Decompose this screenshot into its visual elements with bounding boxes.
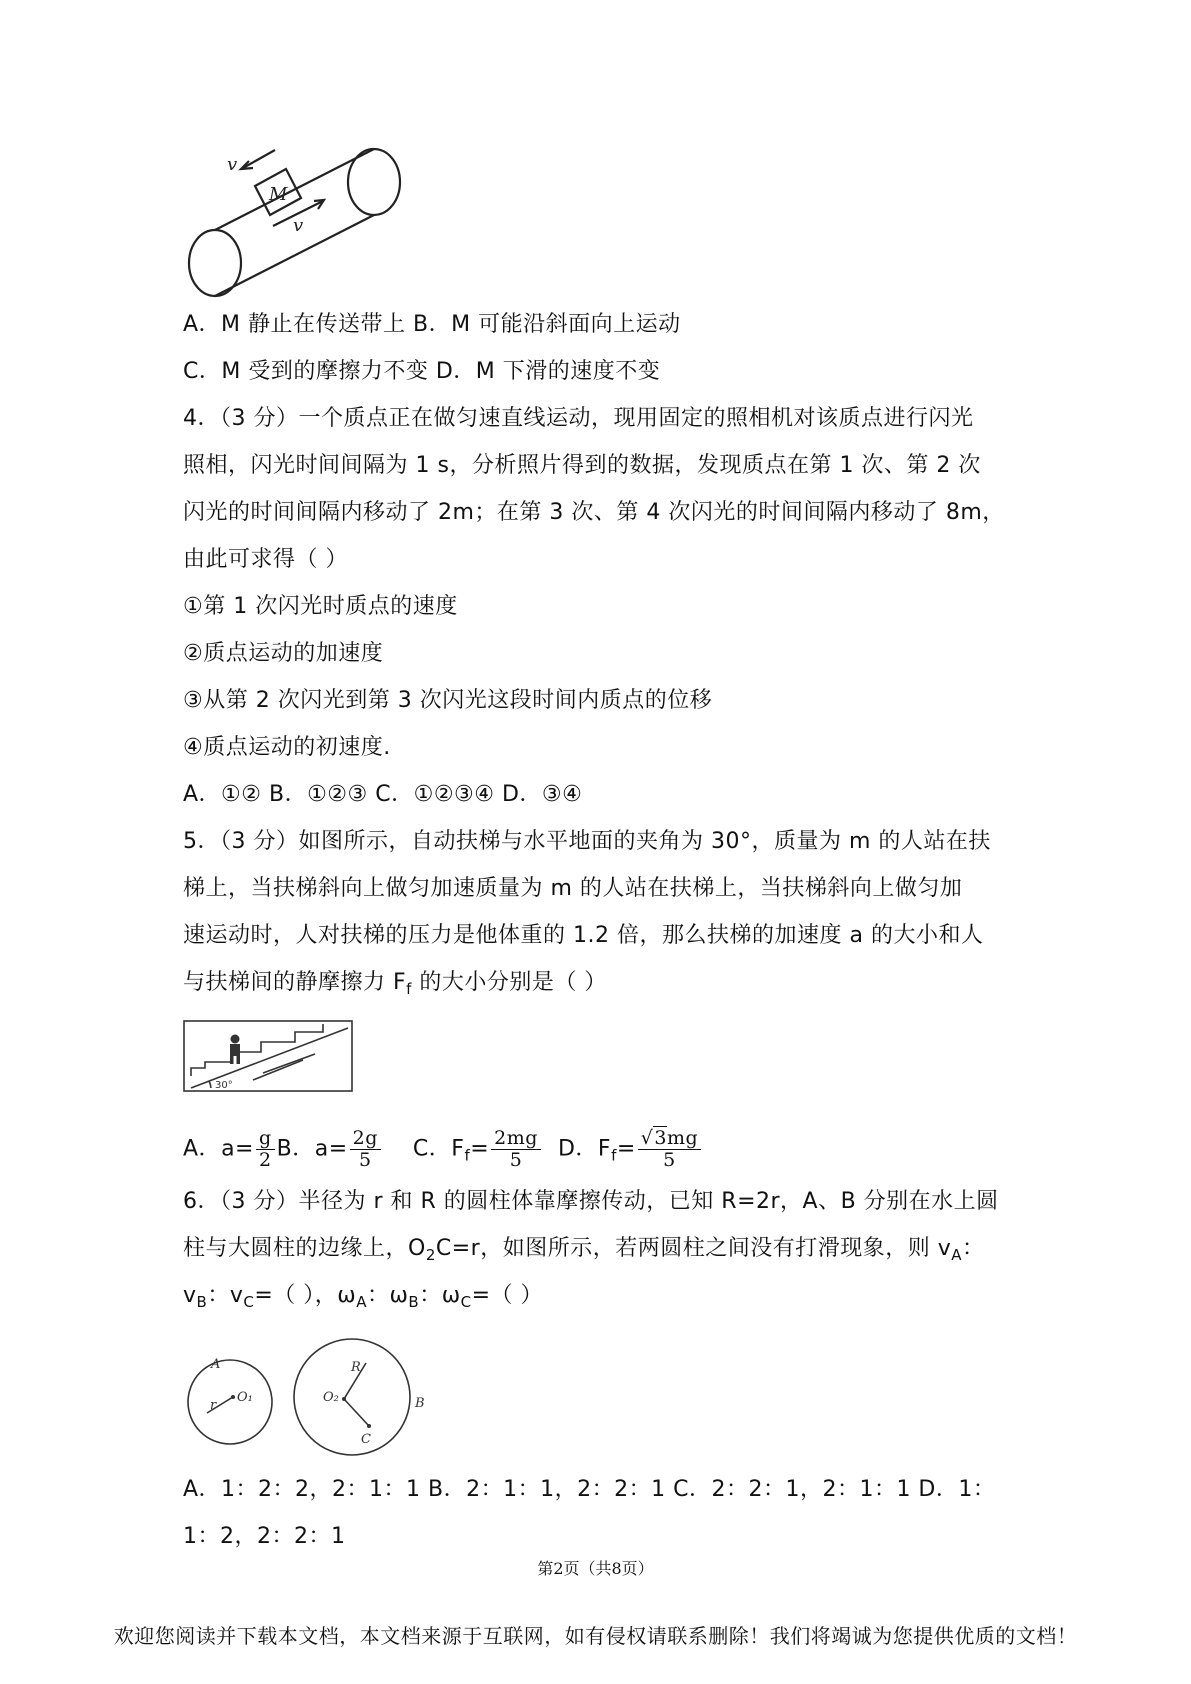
- velocity-label-belt: v: [293, 215, 304, 236]
- q4-stem-line-3: 闪光的时间间隔内移动了 2m；在第 3 次、第 4 次闪光的时间间隔内移动了 8m，: [183, 500, 1005, 525]
- fraction-denominator: 2: [259, 1149, 272, 1171]
- numerator-rest: mg: [666, 1127, 699, 1149]
- q4-item-1: ①第 1 次闪光时质点的速度: [183, 594, 458, 619]
- q4-item-4: ④质点运动的初速度.: [183, 735, 391, 760]
- q4-options: A．①② B．①②③ C．①②③④ D．③④: [183, 782, 583, 807]
- q5-options: [183, 1128, 703, 1171]
- q5-stem-line-4: [183, 968, 607, 1004]
- fraction-2mg-over-5: [491, 1128, 541, 1171]
- fraction-denominator: 5: [359, 1149, 372, 1171]
- q6-line2-sub2: A: [951, 1246, 962, 1264]
- friction-subscript: f: [406, 980, 412, 998]
- q6-sub-wc: C: [460, 1293, 472, 1311]
- center-o2-label: O₂: [323, 1390, 339, 1405]
- q6-colon-2: ：ω: [366, 1283, 409, 1308]
- option-a-label: A．: [183, 1136, 222, 1162]
- fraction-2g-over-5: [350, 1128, 381, 1171]
- q4-stem-line-1: 4．（3 分）一个质点正在做匀速直线运动，现用固定的照相机对该质点进行闪光: [183, 406, 974, 431]
- q5-stem-line-1: 5．（3 分）如图所示，自动扶梯与水平地面的夹角为 30°，质量为 m 的人站在扶: [183, 829, 991, 854]
- q6-line2-sub1: 2: [425, 1246, 436, 1264]
- q5-stem-line-4-post: 的大小分别是（ ）: [411, 970, 607, 995]
- option-d-eq: =: [616, 1136, 636, 1162]
- q6-sub-wa: A: [356, 1293, 367, 1311]
- q6-stem-line-2: [183, 1234, 985, 1270]
- q6-end: =（ ）: [471, 1283, 544, 1308]
- escalator-figure: [183, 1018, 355, 1094]
- page-number: 第2页（共8页）: [537, 1559, 654, 1578]
- q4-stem-line-4: 由此可求得（ ）: [183, 547, 348, 572]
- radicand: 3: [654, 1127, 667, 1149]
- fraction-numerator: g: [256, 1128, 275, 1150]
- point-a-label: A: [211, 1357, 221, 1372]
- center-o1-label: O₁: [237, 1390, 253, 1405]
- q4-item-2: ②质点运动的加速度: [183, 641, 384, 666]
- point-c-label: C: [361, 1432, 371, 1447]
- fraction-sqrt3mg-over-5: [638, 1128, 701, 1171]
- q6-colon-3: ：ω: [419, 1283, 461, 1308]
- q6-sub-b: B: [196, 1293, 208, 1311]
- q6-sub-c: C: [243, 1293, 255, 1311]
- q6-sub-wb: B: [408, 1293, 420, 1311]
- mass-label: M: [269, 184, 288, 205]
- q4-stem-line-2: 照相，闪光时间间隔为 1 s，分析照片得到的数据，发现质点在第 1 次、第 2 次: [183, 453, 981, 478]
- q6-line2-pre: 柱与大圆柱的边缘上，O: [183, 1236, 426, 1261]
- velocity-label-top: v: [227, 154, 238, 175]
- sqrt-symbol: √3: [640, 1127, 667, 1149]
- point-b-label: B: [415, 1396, 425, 1411]
- q6-colon-1: ：v: [207, 1283, 244, 1308]
- fraction-g-over-2: [256, 1128, 275, 1171]
- q4-item-3: ③从第 2 次闪光到第 3 次闪光这段时间内质点的位移: [183, 688, 713, 713]
- q6-stem-line-3: [183, 1281, 543, 1317]
- q5-stem-line-3: 速运动时，人对扶梯的压力是他体重的 1.2 倍，那么扶梯的加速度 a 的大小和人: [183, 923, 984, 948]
- option-b-eq: a=: [314, 1136, 348, 1162]
- option-c-f: F: [451, 1136, 465, 1162]
- fraction-denominator: 5: [663, 1149, 676, 1171]
- q6-mid: =（ ），ω: [254, 1283, 357, 1308]
- q5-stem-line-2: 梯上，当扶梯斜向上做匀加速质量为 m 的人站在扶梯上，当扶梯斜向上做匀加: [183, 876, 963, 901]
- q6-line2-post: ：: [962, 1236, 985, 1261]
- q6-line2-mid: C=r，如图所示，若两圆柱之间没有打滑现象，则 v: [435, 1236, 952, 1261]
- q3-options-line-2: C．M 受到的摩擦力不变 D．M 下滑的速度不变: [183, 359, 661, 384]
- fraction-denominator: 5: [509, 1149, 523, 1171]
- conveyor-belt-figure: [183, 138, 413, 306]
- option-c-subscript: f: [464, 1146, 471, 1165]
- large-radius-label: R: [351, 1360, 361, 1375]
- small-radius-label: r: [210, 1398, 217, 1413]
- fraction-numerator: 2g: [350, 1128, 381, 1150]
- option-d-label: D．: [557, 1136, 598, 1162]
- option-b-label: B．: [276, 1136, 315, 1162]
- q6-options-line-2: 1：2，2：2：1: [183, 1524, 346, 1549]
- escalator-angle-label: 30°: [215, 1080, 233, 1091]
- option-d-f: F: [597, 1136, 612, 1162]
- footer-disclaimer: 欢迎您阅读并下载本文档，本文档来源于互联网，如有侵权请联系删除！我们将竭诚为您提供优质的文档！: [113, 1624, 1078, 1648]
- option-d-subscript: f: [611, 1146, 617, 1165]
- option-a-eq: a=: [221, 1136, 254, 1162]
- cylinders-figure: [183, 1335, 443, 1467]
- q6-v: v: [183, 1283, 197, 1308]
- option-c-eq: =: [470, 1136, 490, 1162]
- fraction-numerator: 2mg: [491, 1128, 541, 1150]
- q6-options-line-1: A．1：2：2，2：1：1 B．2：1：1，2：2：1 C．2：2：1，2：1：1 D．1：: [183, 1477, 996, 1502]
- q6-stem-line-1: 6．（3 分）半径为 r 和 R 的圆柱体靠摩擦传动，已知 R=2r，A、B 分别在水上圆: [183, 1189, 999, 1214]
- q3-options-line-1: A．M 静止在传送带上 B．M 可能沿斜面向上运动: [183, 312, 681, 337]
- fraction-numerator: [638, 1128, 701, 1150]
- option-c-label: C．: [412, 1136, 452, 1162]
- q5-stem-line-4-pre: 与扶梯间的静摩擦力 F: [183, 970, 407, 995]
